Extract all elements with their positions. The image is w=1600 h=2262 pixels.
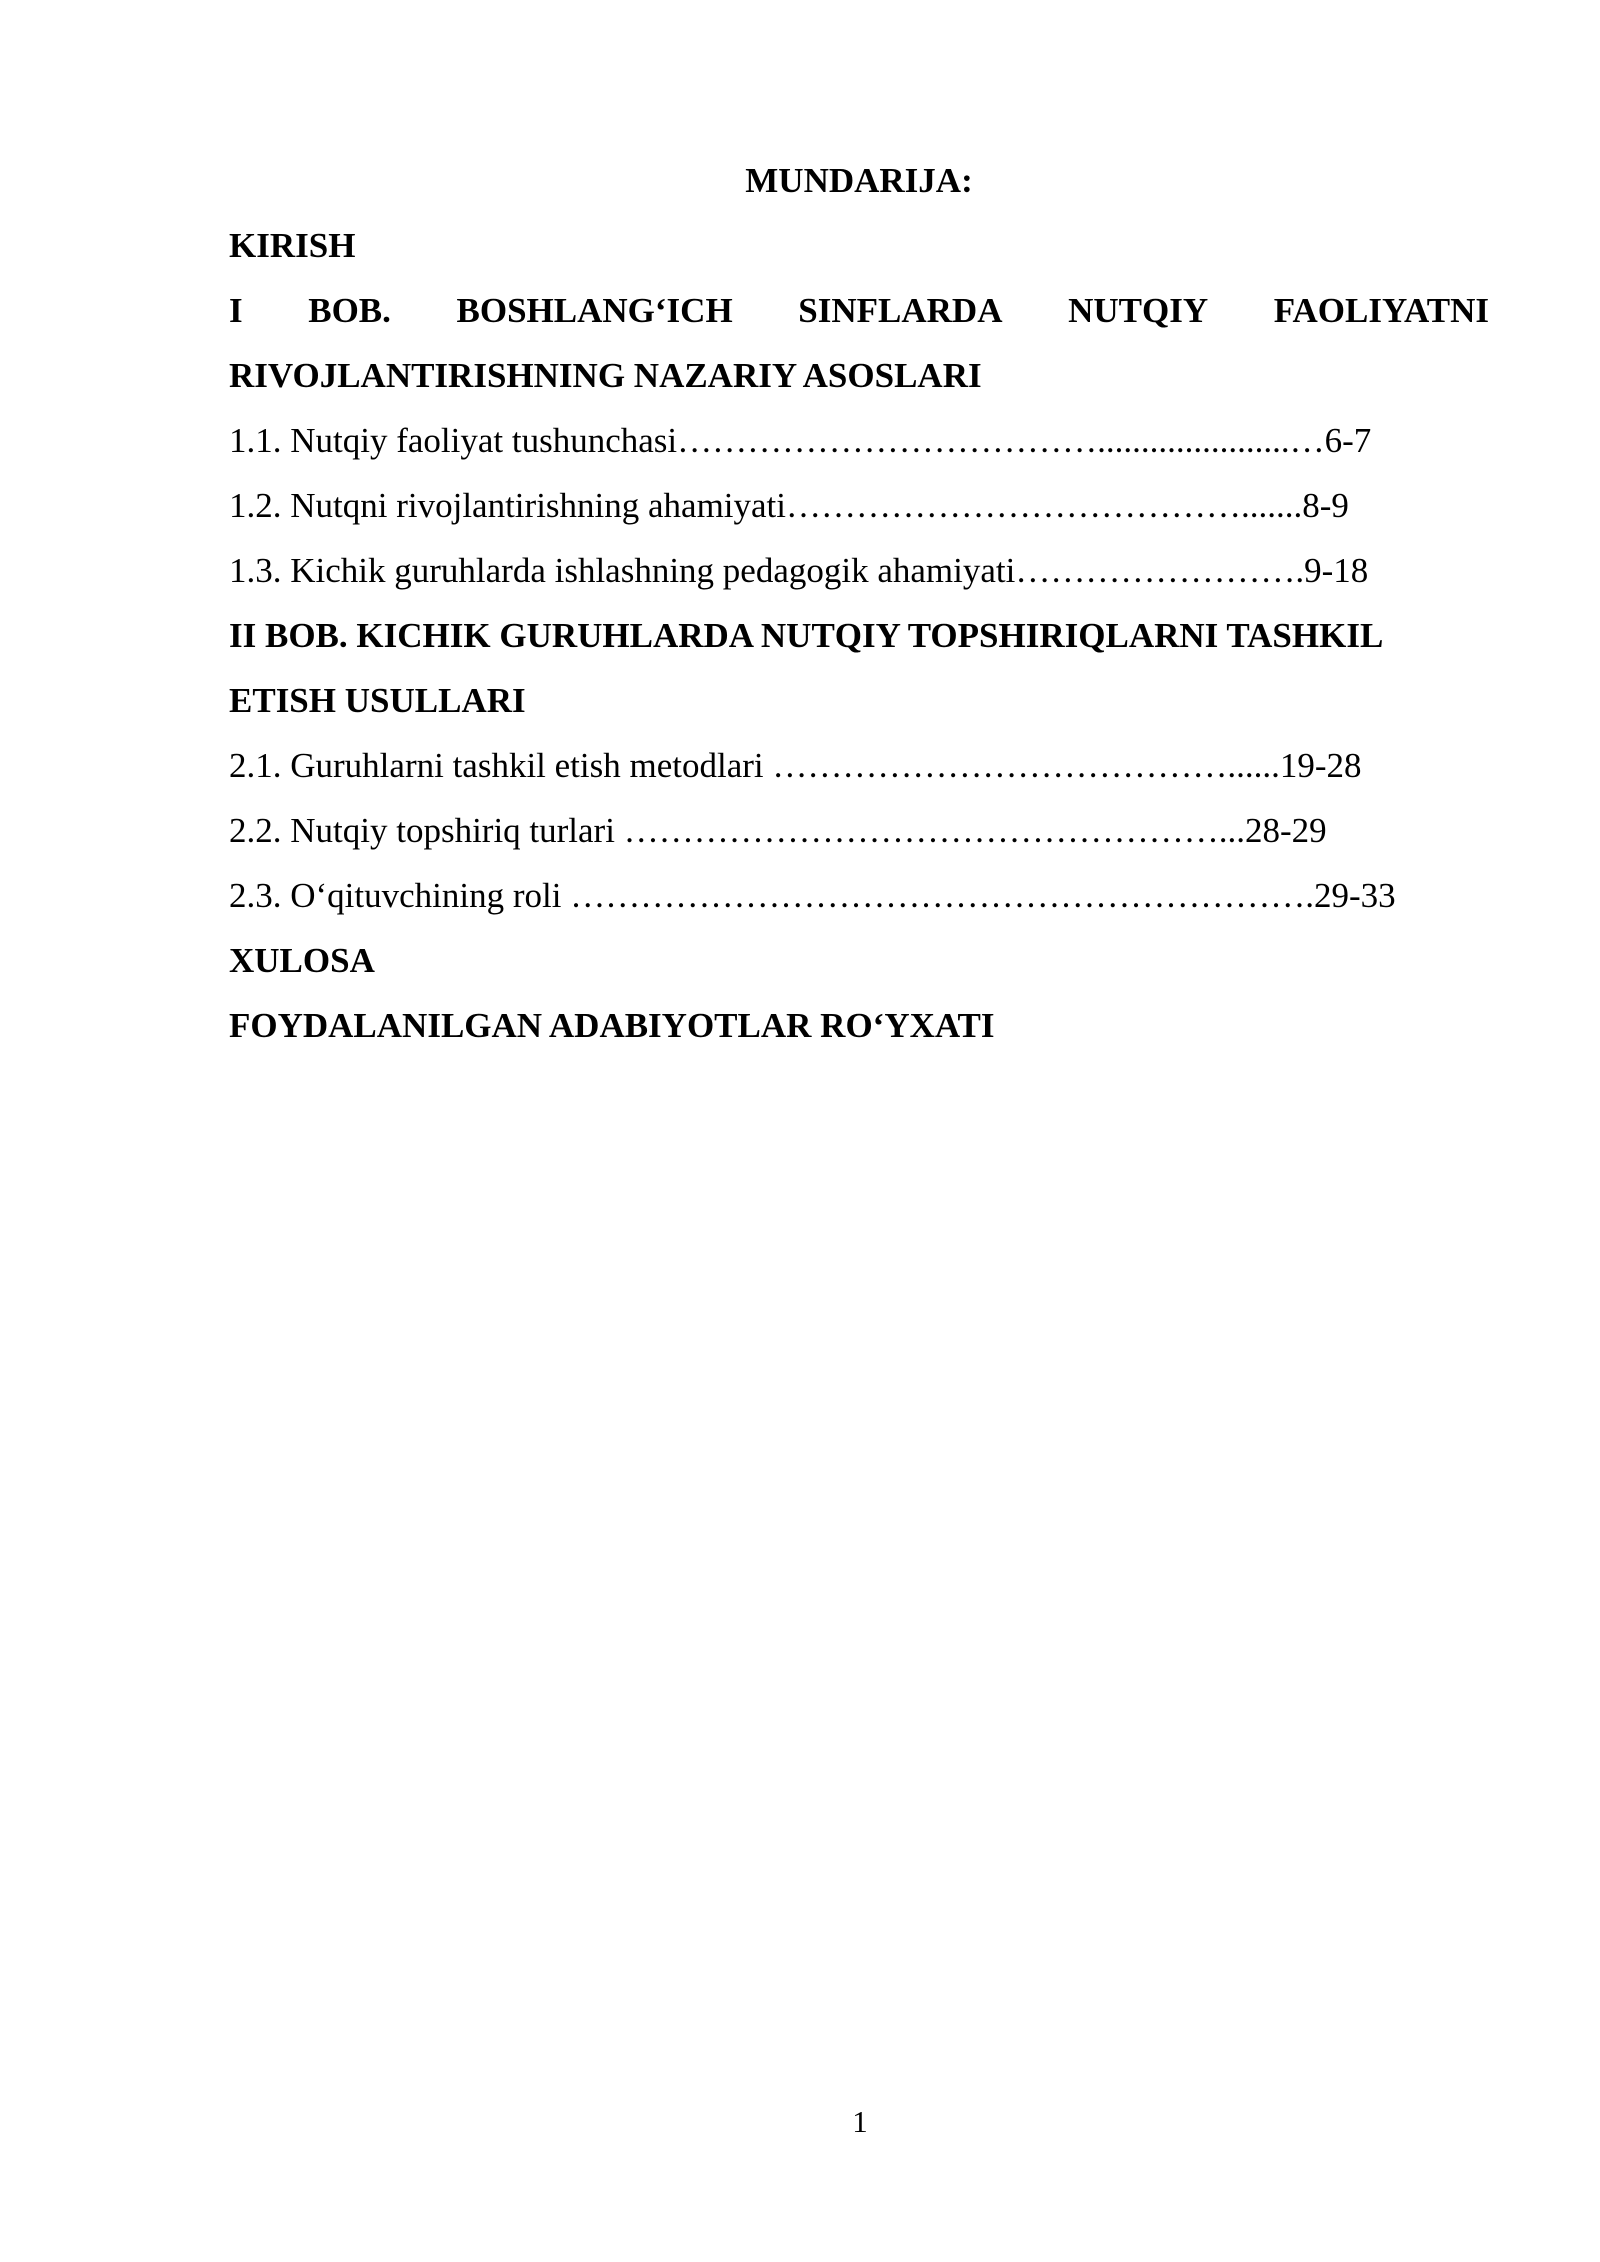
toc-entry-1-2: 1.2. Nutqni rivojlantirishning ahamiyati………………………………….......8-9 [229, 486, 1349, 525]
chapter-1-heading-line-2: RIVOJLANTIRISHNING NAZARIY ASOSLARI [229, 356, 982, 395]
toc-references: FOYDALANILGAN ADABIYOTLAR RO‘YXATI [229, 1006, 995, 1045]
chapter-1-word: BOB. [308, 291, 391, 330]
toc-entry-1-3: 1.3. Kichik guruhlarda ishlashning pedagogik ahamiyati…………………….9-18 [229, 551, 1369, 590]
toc-intro: KIRISH [229, 226, 356, 265]
chapter-1-word: SINFLARDA [798, 291, 1003, 330]
chapter-1-word: I [229, 291, 243, 330]
toc-entry-1-1: 1.1. Nutqiy faoliyat tushunchasi………………………………......................…6-7 [229, 421, 1372, 460]
chapter-1-word: FAOLIYATNI [1273, 291, 1489, 330]
chapter-1-word: BOSHLANG‘ICH [456, 291, 733, 330]
page-number: 1 [852, 2104, 868, 2139]
chapter-2-heading-line-1: II BOB. KICHIK GURUHLARDA NUTQIY TOPSHIRIQLARNI TASHKIL [229, 616, 1384, 655]
toc-title: MUNDARIJA: [745, 161, 973, 200]
chapter-1-word: NUTQIY [1068, 291, 1209, 330]
chapter-1-heading-line-1 [229, 278, 1489, 343]
toc-entry-2-3: 2.3. O‘qituvchining roli ……………………………………………………….29-33 [229, 876, 1396, 915]
toc-entry-2-2: 2.2. Nutqiy topshiriq turlari ……………………………………………...28-29 [229, 811, 1327, 850]
toc-entry-2-1: 2.1. Guruhlarni tashkil etish metodlari …………………………………......19-28 [229, 746, 1362, 785]
toc-conclusion: XULOSA [229, 941, 375, 980]
chapter-2-heading-line-2: ETISH USULLARI [229, 681, 526, 720]
table-of-contents [229, 148, 1489, 1058]
